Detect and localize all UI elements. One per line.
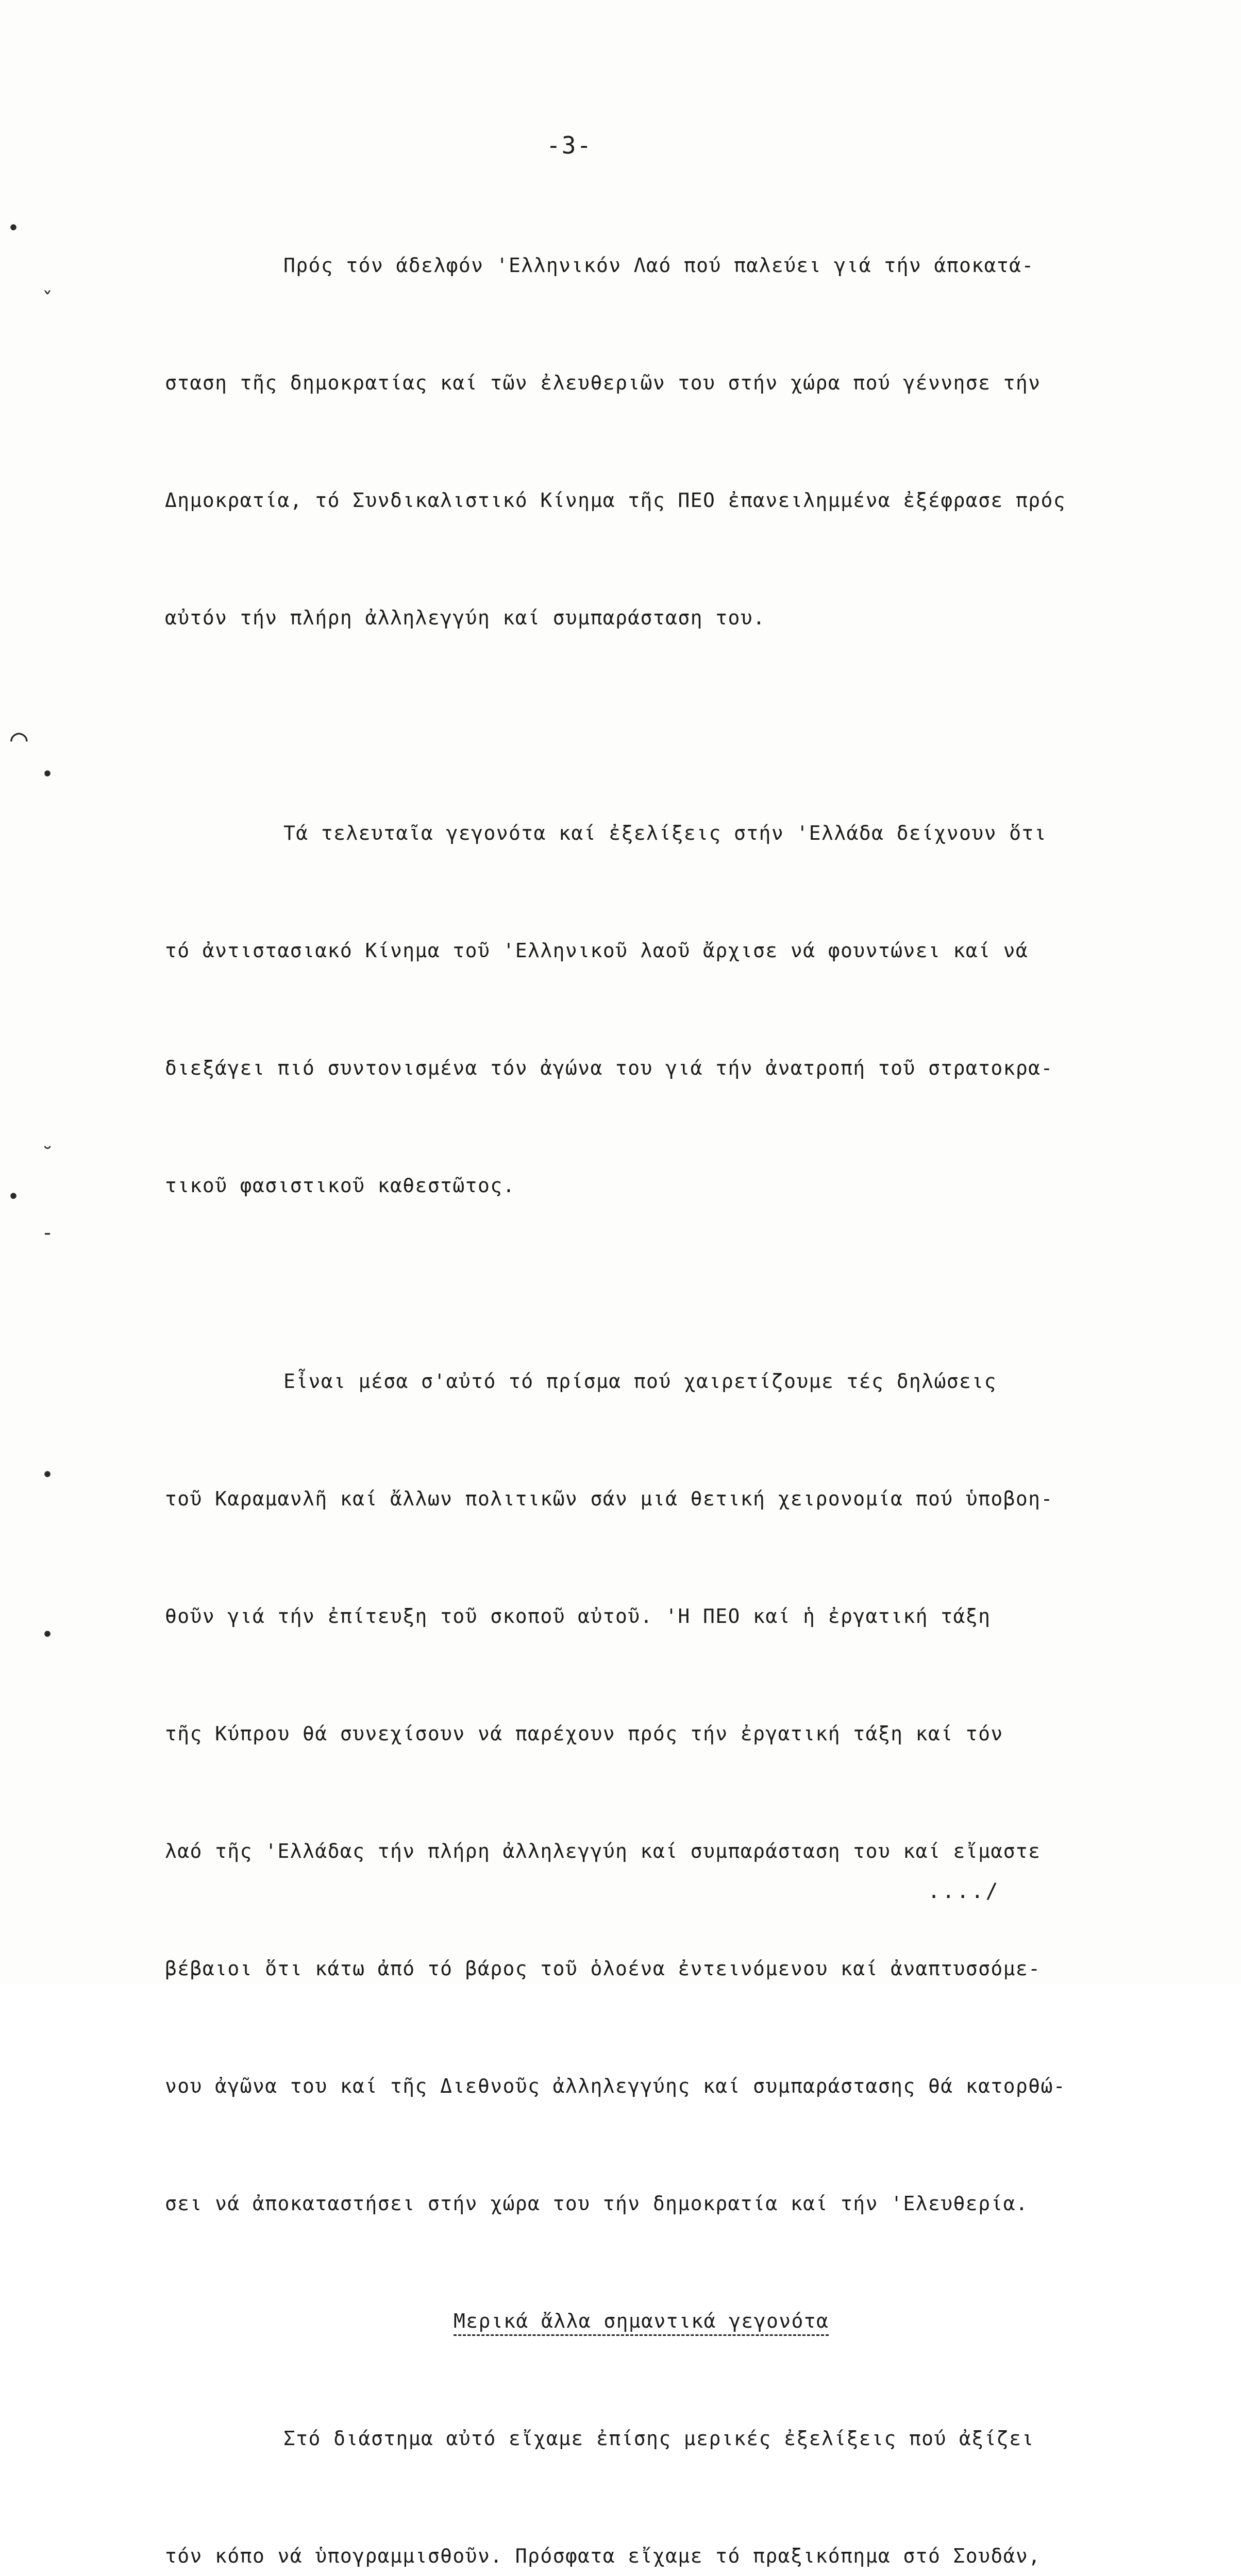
- text-line: θοῦν γιά τήν ἐπίτευξη τοῦ σκοποῦ αὐτοῦ. 'Η ΠΕΟ καί ἡ ἐργατική τάξη: [165, 1605, 991, 1628]
- margin-mark: -: [41, 1221, 54, 1245]
- text-line: Πρός τόν άδελφόν 'Ελληνικόν Λαό πού παλεύει γιά τήν άποκατά-: [283, 254, 1034, 277]
- paragraph: [165, 1283, 1170, 2301]
- margin-mark: ˇ: [41, 289, 54, 312]
- margin-mark: •: [41, 1623, 54, 1647]
- text-line: νου ἀγῶνα του καί τῆς Διεθνοῦς ἀλληλεγγύης καί συμπαράστασης θά κατορθώ-: [165, 2075, 1066, 2097]
- text-line: λαό τῆς 'Ελλάδας τήν πλήρη ἀλληλεγγύη καί συμπαράσταση του καί εἴμαστε: [165, 1840, 1041, 1862]
- margin-mark: •: [41, 762, 54, 786]
- text-line: αὐτόν τήν πλήρη ἀλληλεγγύη καί συμπαράσταση του.: [165, 606, 766, 629]
- text-line: τοῦ Καραμανλῆ καί ἄλλων πολιτικῶν σάν μιά θετική χειρονομία πού ὑποβοη-: [165, 1487, 1053, 1510]
- page-number: -3-: [546, 131, 593, 159]
- paragraph: [165, 735, 1170, 1283]
- text-line: βέβαιοι ὅτι κάτω ἀπό τό βάρος τοῦ ὁλοένα ἐντεινόμενου καί ἀναπτυσσόμε-: [165, 1957, 1041, 1980]
- text-line: τῆς Κύπρου θά συνεχίσουν νά παρέχουν πρός τήν ἐργατική τάξη καί τόν: [165, 1722, 1003, 1745]
- margin-mark: •: [7, 216, 20, 240]
- text-line: διεξάγει πιό συντονισμένα τόν ἀγώνα του γιά τήν ἀνατροπή τοῦ στρατοκρα-: [165, 1057, 1053, 1079]
- continuation-mark: ..../: [928, 1879, 1000, 1903]
- document-body: [165, 167, 1170, 2576]
- text-line: τόν κόπο νά ὑπογραμμισθοῦν. Πρόσφατα εἴχαμε τό πραξικόπημα στό Σουδάν,: [165, 2545, 1041, 2567]
- text-line: σει νά ἀποκαταστήσει στήν χώρα του τήν δημοκρατία καί τήν 'Ελευθερία.: [165, 2192, 1029, 2215]
- margin-mark: ˘: [41, 1144, 54, 1167]
- margin-mark: •: [7, 1185, 20, 1209]
- text-line: σταση τῆς δημοκρατίας καί τῶν ἐλευθεριῶν του στήν χώρα πού γέννησε τήν: [165, 371, 1041, 394]
- paragraph: [165, 167, 1170, 716]
- text-line: Τά τελευταῖα γεγονότα καί ἐξελίξεις στήν 'Ελλάδα δείχνουν ὅτι: [283, 822, 1047, 844]
- text-line: Δημοκρατία, τό Συνδικαλιστικό Κίνημα τῆς ΠΕΟ ἐπανειλημμένα ἐξέφρασε πρός: [165, 489, 1066, 512]
- section-heading: [165, 2301, 1170, 2341]
- text-line: τό ἀντιστασιακό Κίνημα τοῦ 'Ελληνικοῦ λαοῦ ἄρχισε νά φουντώνει καί νά: [165, 939, 1029, 962]
- paragraph: [165, 2341, 1170, 2576]
- section-heading-text: Μερικά ἄλλα σημαντικά γεγονότα: [454, 2310, 829, 2336]
- text-line: τικοῦ φασιστικοῦ καθεστῶτος.: [165, 1174, 515, 1197]
- margin-mark: •: [41, 1463, 54, 1487]
- text-line: Στό διάστημα αὐτό εἴχαμε ἐπίσης μερικές ἐξελίξεις πού ἀξίζει: [283, 2427, 1034, 2450]
- text-line: Εἶναι μέσα σ'αὐτό τό πρίσμα πού χαιρετίζουμε τές δηλώσεις: [283, 1370, 997, 1393]
- margin-mark: ⌒: [10, 721, 28, 755]
